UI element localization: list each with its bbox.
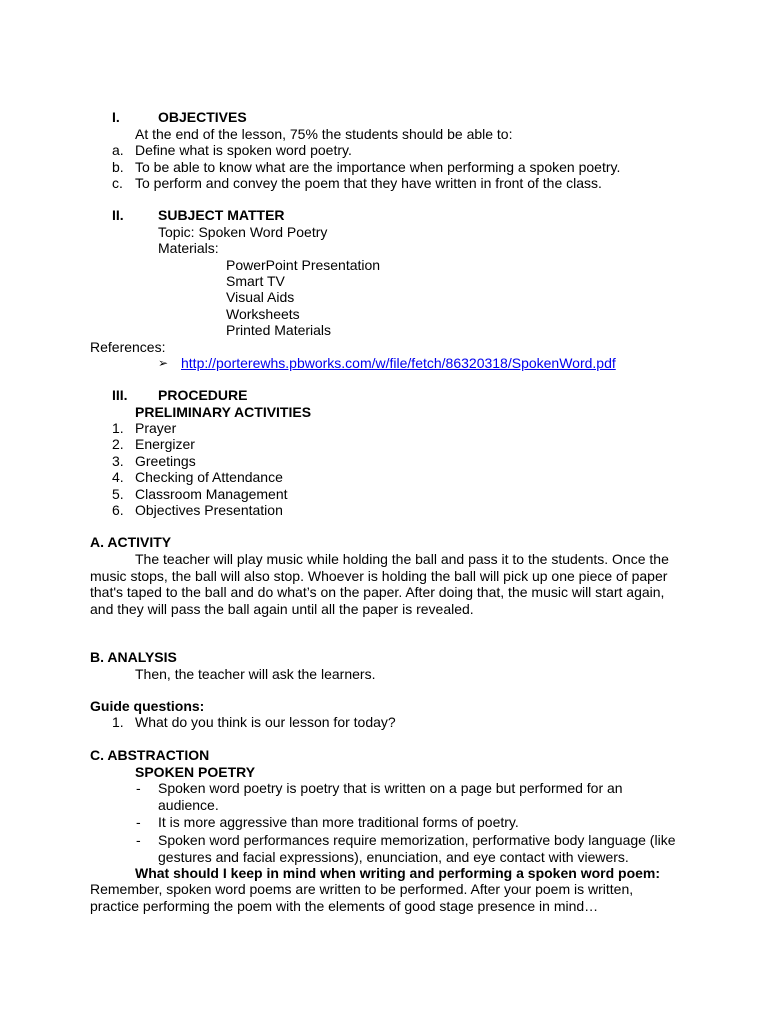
activity-text-line: that's taped to the ball and do what’s on the paper. After doing that, the music will start again, [90,584,665,600]
procedure-marker: 1. [112,420,124,436]
section-numeral-2: II. [112,207,124,223]
procedure-item: Prayer [135,420,177,436]
objective-item: Define what is spoken word poetry. [135,142,352,158]
topic-line: Topic: Spoken Word Poetry [158,224,328,240]
guide-question: What do you think is our lesson for today? [135,714,396,730]
section-heading-procedure: PROCEDURE [158,387,248,403]
dash-bullet: - [136,832,141,848]
analysis-text: Then, the teacher will ask the learners. [135,666,376,682]
arrow-bullet-icon: ➢ [158,356,169,370]
references-label: References: [90,339,166,355]
abstraction-point-line: gestures and facial expressions), enunciation, and eye contact with viewers. [158,849,629,865]
section-numeral-1: I. [112,109,120,125]
objective-marker: a. [112,142,124,158]
abstraction-point-line: It is more aggressive than more traditional forms of poetry. [158,814,519,830]
activity-text-line: and they will pass the ball again until all the paper is revealed. [90,601,474,617]
section-numeral-3: III. [112,387,128,403]
reference-link[interactable]: http://porterewhs.pbworks.com/w/file/fetch/86320318/SpokenWord.pdf [181,355,616,371]
guide-questions-heading: Guide questions: [90,698,205,714]
material-item: PowerPoint Presentation [226,257,381,273]
keep-in-mind-question: What should I keep in mind when writing and performing a spoken word poem: [135,865,661,881]
procedure-item: Checking of Attendance [135,469,283,485]
closing-text-line: Remember, spoken word poems are written to be performed. After your poem is written, [90,881,634,897]
procedure-marker: 5. [112,486,124,502]
material-item: Worksheets [226,306,300,322]
abstraction-point-line: Spoken word performances require memorization, performative body language (like [158,832,676,848]
spoken-poetry-heading: SPOKEN POETRY [135,764,256,780]
activity-text-line: The teacher will play music while holding the ball and pass it to the students. Once the [135,551,669,567]
abstraction-point-line: audience. [158,797,219,813]
activity-heading: A. ACTIVITY [90,534,172,550]
procedure-marker: 6. [112,502,124,518]
abstraction-heading: C. ABSTRACTION [90,747,210,763]
procedure-marker: 3. [112,453,124,469]
analysis-heading: B. ANALYSIS [90,649,177,665]
dash-bullet: - [136,780,141,796]
objective-marker: b. [112,159,124,175]
dash-bullet: - [136,814,141,830]
procedure-item: Classroom Management [135,486,288,502]
materials-label: Materials: [158,240,219,256]
abstraction-point-line: Spoken word poetry is poetry that is written on a page but performed for an [158,780,623,796]
procedure-marker: 2. [112,436,124,452]
activity-text-line: music stops, the ball will also stop. Whoever is holding the ball will pick up one piece of paper [90,568,668,584]
preliminary-activities-heading: PRELIMINARY ACTIVITIES [135,404,312,420]
question-marker: 1. [112,714,124,730]
objectives-intro: At the end of the lesson, 75% the students should be able to: [135,126,513,142]
material-item: Printed Materials [226,322,332,338]
section-heading-objectives: OBJECTIVES [158,109,247,125]
procedure-item: Energizer [135,436,195,452]
material-item: Visual Aids [226,289,295,305]
objective-marker: c. [112,175,123,191]
procedure-item: Greetings [135,453,196,469]
procedure-marker: 4. [112,469,124,485]
objective-item: To perform and convey the poem that they have written in front of the class. [135,175,602,191]
closing-text-line: practice performing the poem with the elements of good stage presence in mind… [90,898,599,914]
objective-item: To be able to know what are the importance when performing a spoken poetry. [135,159,621,175]
section-heading-subject-matter: SUBJECT MATTER [158,207,285,223]
procedure-item: Objectives Presentation [135,502,283,518]
material-item: Smart TV [226,273,285,289]
